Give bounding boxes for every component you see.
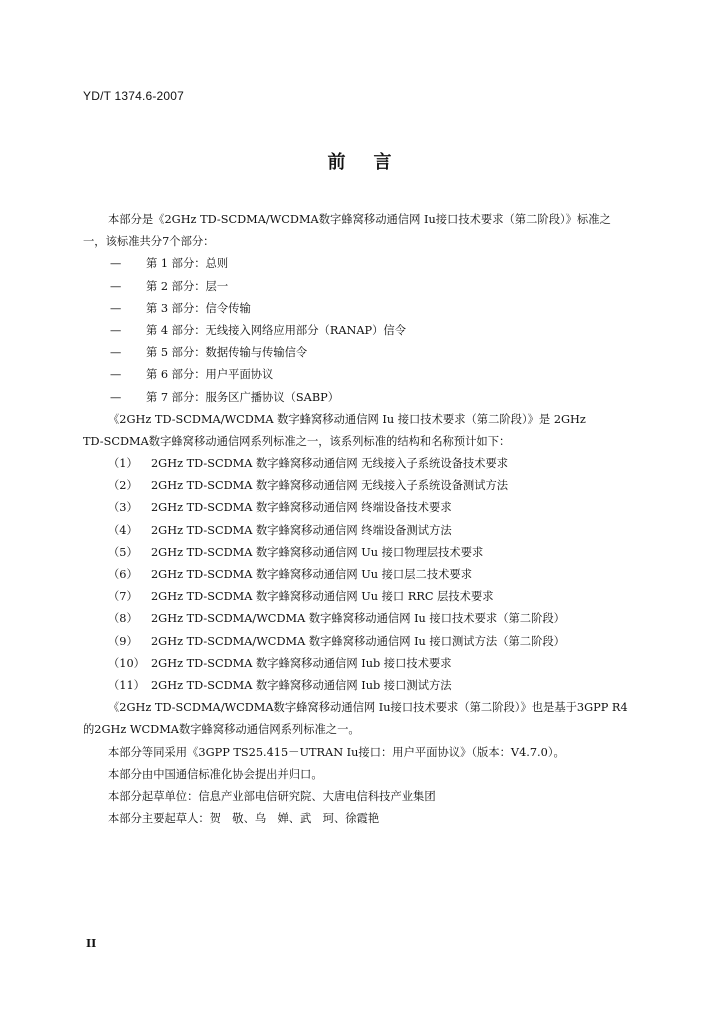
foreword-body <box>83 209 663 830</box>
series-item <box>83 497 663 519</box>
part-label: 第 4 部分：无线接入网络应用部分（RANAP）信令 <box>146 323 407 337</box>
proposer-statement: 本部分由中国通信标准化协会提出并归口。 <box>108 767 323 781</box>
part-label: 第 3 部分：信令传输 <box>146 301 251 315</box>
series-number: （2） <box>108 479 138 493</box>
drafters: 本部分主要起草人：贺 敬、乌 婵、武 珂、徐霞艳 <box>108 812 380 826</box>
intro-line-1: 本部分是《2GHz TD-SCDMA/WCDMA数字蜂窝移动通信网 Iu接口技术要求（第二阶段）》标准之 <box>108 213 611 226</box>
series-number: （5） <box>108 545 138 559</box>
series-label: 2GHz TD-SCDMA/WCDMA 数字蜂窝移动通信网 Iu 接口技术要求（第二阶段） <box>151 612 565 626</box>
part-label: 第 1 部分：总则 <box>146 257 229 271</box>
part-item <box>83 276 663 298</box>
series-label: 2GHz TD-SCDMA 数字蜂窝移动通信网 终端设备技术要求 <box>151 501 452 515</box>
series-label: 2GHz TD-SCDMA 数字蜂窝移动通信网 无线接入子系统设备技术要求 <box>151 457 509 471</box>
part-item <box>83 387 663 409</box>
part-item <box>83 298 663 320</box>
series-label: 2GHz TD-SCDMA 数字蜂窝移动通信网 Iub 接口技术要求 <box>151 656 452 670</box>
series-number: （10） <box>108 656 145 670</box>
series-label: 2GHz TD-SCDMA 数字蜂窝移动通信网 终端设备测试方法 <box>151 523 452 537</box>
series-item <box>83 453 663 475</box>
series-item <box>83 675 663 697</box>
basis-line-2: 的2GHz WCDMA数字蜂窝移动通信网系列标准之一。 <box>83 723 360 737</box>
list-dash: — <box>110 390 122 404</box>
list-dash: — <box>110 257 122 271</box>
adoption-statement: 本部分等同采用《3GPP TS25.415－UTRAN Iu接口：用户平面协议》（版本：V4.7.0）。 <box>108 745 565 759</box>
series-item <box>83 475 663 497</box>
part-label: 第 7 部分：服务区广播协议（SABP） <box>146 390 340 404</box>
series-number: （9） <box>108 634 138 648</box>
basis-line-1: 《2GHz TD-SCDMA/WCDMA数字蜂窝移动通信网 Iu接口技术要求（第二阶段）》也是基于3GPP R4 <box>108 701 628 715</box>
standard-number: YD/T 1374.6-2007 <box>83 89 185 103</box>
list-dash: — <box>110 368 122 382</box>
list-dash: — <box>110 323 122 337</box>
series-label: 2GHz TD-SCDMA/WCDMA 数字蜂窝移动通信网 Iu 接口测试方法（第二阶段） <box>151 634 565 648</box>
series-item <box>83 631 663 653</box>
series-item <box>83 608 663 630</box>
series-item <box>83 542 663 564</box>
series-item <box>83 586 663 608</box>
part-item <box>83 320 663 342</box>
series-intro-line-1: 《2GHz TD-SCDMA/WCDMA 数字蜂窝移动通信网 Iu 接口技术要求（第二阶段）》是 2GHz <box>108 412 586 426</box>
series-number: （6） <box>108 568 138 581</box>
series-intro-line-2: TD-SCDMA数字蜂窝移动通信网系列标准之一，该系列标准的结构和名称预计如下： <box>83 434 511 448</box>
series-number: （3） <box>108 501 138 515</box>
part-label: 第 5 部分：数据传输与传输信令 <box>146 346 308 360</box>
list-dash: — <box>110 301 122 315</box>
series-number: （1） <box>108 457 138 471</box>
part-item <box>83 364 663 386</box>
series-number: （11） <box>108 678 145 692</box>
part-item <box>83 253 663 275</box>
drafting-units: 本部分起草单位：信息产业部电信研究院、大唐电信科技产业集团 <box>108 789 436 803</box>
series-label: 2GHz TD-SCDMA 数字蜂窝移动通信网 Uu 接口层二技术要求 <box>151 568 473 581</box>
list-dash: — <box>110 346 122 360</box>
series-number: （8） <box>108 612 138 626</box>
series-item <box>83 653 663 675</box>
series-number: （4） <box>108 523 138 537</box>
series-label: 2GHz TD-SCDMA 数字蜂窝移动通信网 Uu 接口 RRC 层技术要求 <box>151 590 494 604</box>
part-item <box>83 342 663 364</box>
intro-line-2: 一，该标准共分7个部分： <box>83 235 215 249</box>
page-number: II <box>86 937 97 950</box>
list-dash: — <box>110 279 122 293</box>
series-label: 2GHz TD-SCDMA 数字蜂窝移动通信网 Uu 接口物理层技术要求 <box>151 545 484 559</box>
page-title: 前言 <box>327 152 420 173</box>
series-item <box>83 520 663 542</box>
series-label: 2GHz TD-SCDMA 数字蜂窝移动通信网 Iub 接口测试方法 <box>151 678 452 692</box>
series-item <box>83 564 663 586</box>
series-number: （7） <box>108 590 138 604</box>
series-label: 2GHz TD-SCDMA 数字蜂窝移动通信网 无线接入子系统设备测试方法 <box>151 479 509 493</box>
part-label: 第 6 部分：用户平面协议 <box>146 368 274 382</box>
part-label: 第 2 部分：层一 <box>146 279 229 293</box>
